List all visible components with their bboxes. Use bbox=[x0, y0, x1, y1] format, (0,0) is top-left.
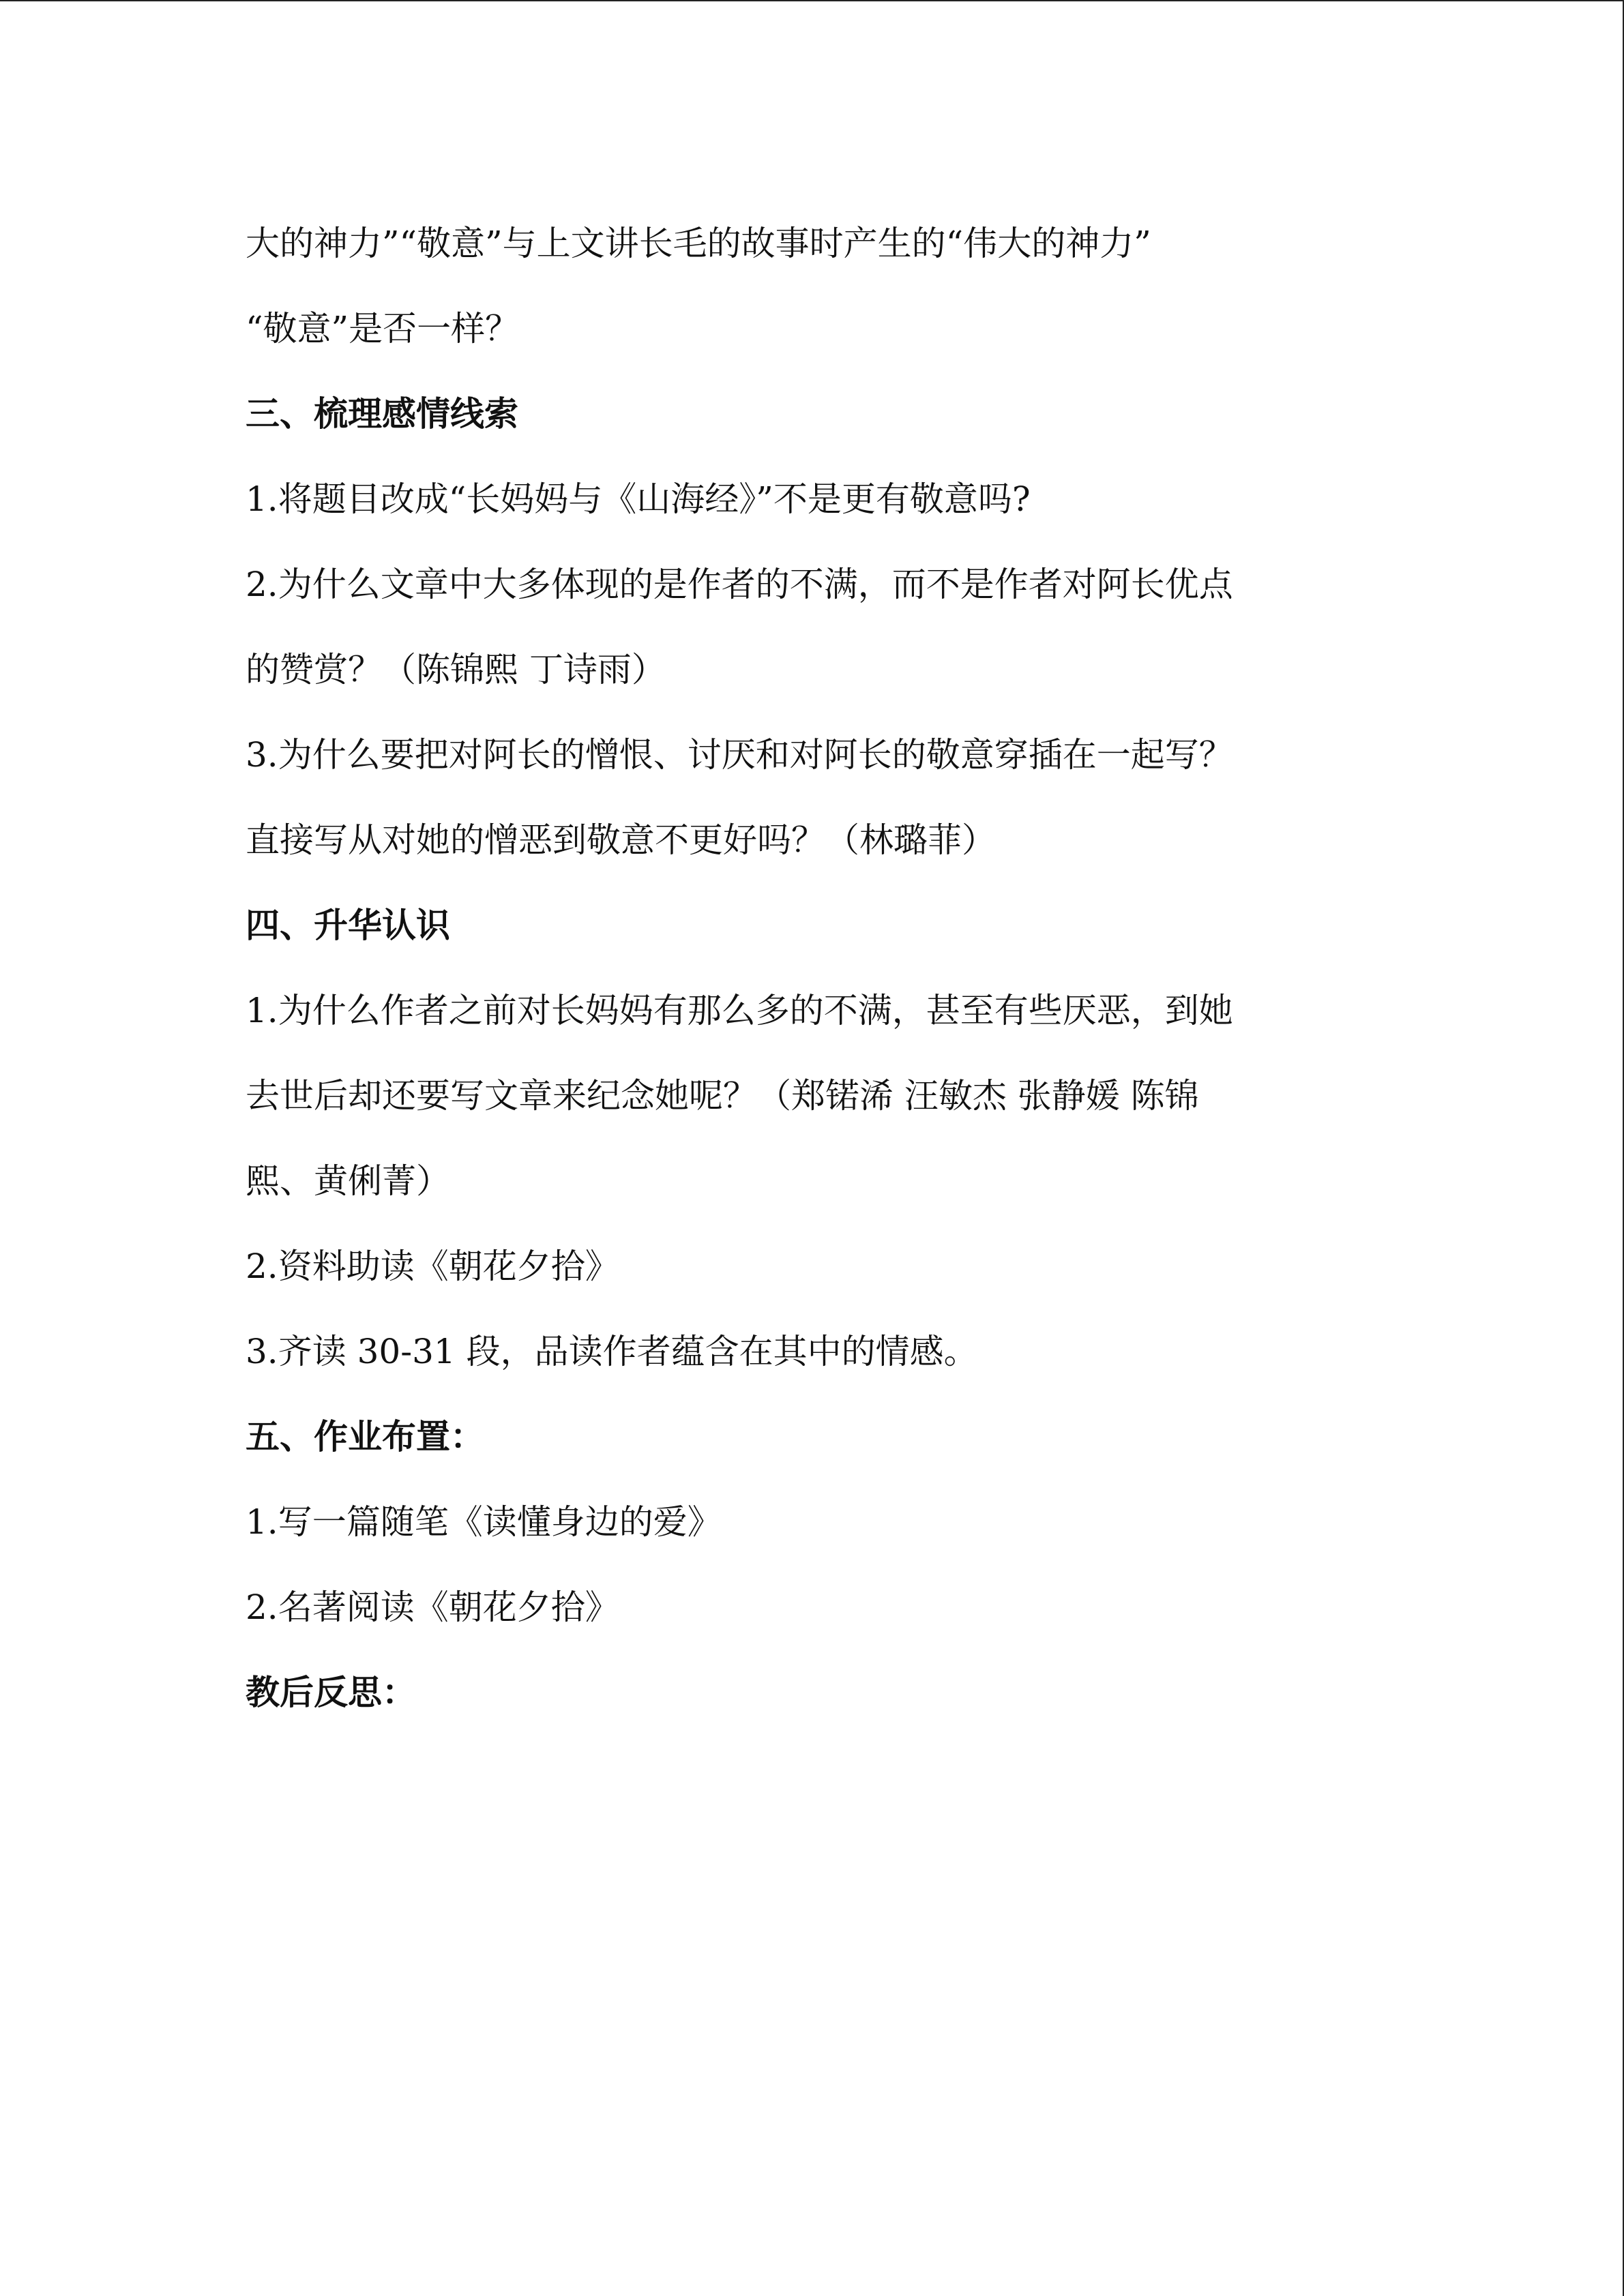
section-heading-5: 五、作业布置： bbox=[246, 1417, 484, 1457]
section-heading-4: 四、升华认识 bbox=[246, 906, 450, 945]
text-line-1: 大的神力”“敬意”与上文讲长毛的故事时产生的“伟大的神力” bbox=[246, 224, 1151, 263]
item-4-3: 3.齐读 30-31 段，品读作者蕴含在其中的情感。 bbox=[246, 1332, 978, 1371]
homework-1: 1.写一篇随笔《读懂身边的爱》 bbox=[246, 1502, 722, 1542]
question-4-1-cont-2: 熙、黄俐菁） bbox=[246, 1161, 450, 1201]
question-3-3: 3.为什么要把对阿长的憎恨、讨厌和对阿长的敬意穿插在一起写？ bbox=[246, 735, 1233, 775]
item-4-2: 2.资料助读《朝花夕拾》 bbox=[246, 1247, 619, 1286]
reflection-heading: 教后反思： bbox=[246, 1673, 416, 1712]
question-4-1: 1.为什么作者之前对长妈妈有那么多的不满，甚至有些厌恶，到她 bbox=[246, 991, 1233, 1030]
section-heading-3: 三、梳理感情线索 bbox=[246, 394, 518, 434]
document-body bbox=[246, 201, 1391, 1735]
question-3-2: 2.为什么文章中大多体现的是作者的不满，而不是作者对阿长优点 bbox=[246, 565, 1233, 604]
question-3-3-cont: 直接写从对她的憎恶到敬意不更好吗？（林璐菲） bbox=[246, 820, 996, 860]
question-3-1: 1.将题目改成“长妈妈与《山海经》”不是更有敬意吗? bbox=[246, 479, 1031, 519]
question-4-1-cont: 去世后却还要写文章来纪念她呢？（郑锘浠 汪敏杰 张静媛 陈锦 bbox=[246, 1076, 1199, 1116]
homework-2: 2.名著阅读《朝花夕拾》 bbox=[246, 1587, 619, 1627]
text-line-2: “敬意”是否一样？ bbox=[246, 309, 520, 348]
question-3-2-cont: 的赞赏？（陈锦熙 丁诗雨） bbox=[246, 650, 666, 689]
